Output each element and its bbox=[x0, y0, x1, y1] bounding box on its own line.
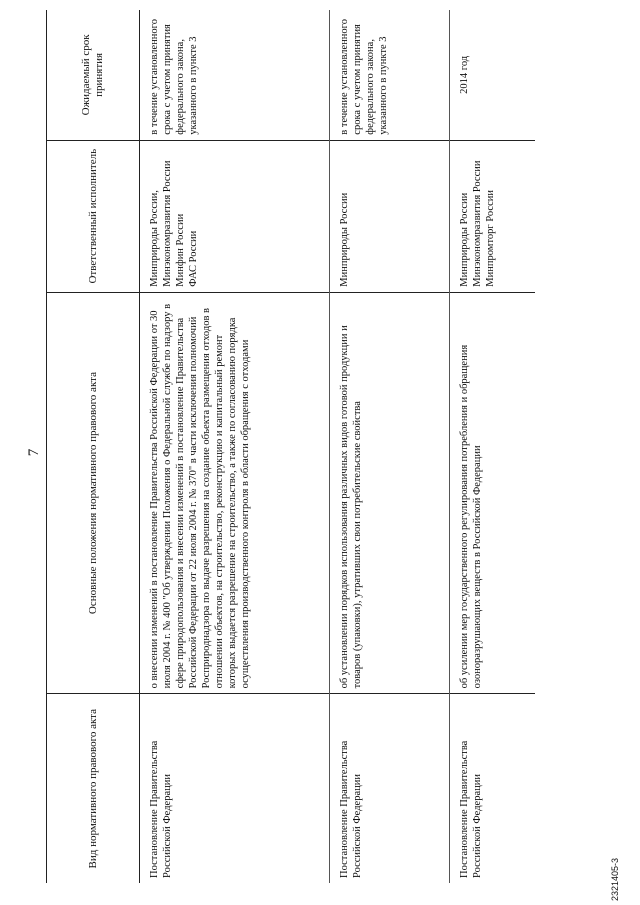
cell-deadline: в течение установленного срока с учетом принятия федерального закона, указанного в пункте 3 bbox=[330, 10, 450, 140]
cell-act-type: Постановление Правительства Российской Федерации bbox=[140, 694, 330, 883]
cell-provisions: об усилении мер государственного регулирования потребления и обращения озоноразрушающих веществ в Российской Федерации bbox=[450, 292, 536, 694]
header-provisions: Основные положения нормативного правового акта bbox=[47, 292, 140, 694]
cell-executor: Минприроды России bbox=[330, 140, 450, 292]
regulatory-acts-table bbox=[46, 10, 535, 883]
table-header-row bbox=[47, 10, 140, 883]
cell-act-type: Постановление Правительства Российской Федерации bbox=[459, 740, 483, 878]
table-row bbox=[330, 10, 450, 883]
header-deadline: Ожидаемый срок принятия bbox=[47, 10, 140, 140]
cell-executor: Минприроды России, Минэкономразвития России Минфин России ФАС России bbox=[140, 140, 330, 292]
table-row bbox=[140, 10, 330, 883]
page-number: 7 bbox=[26, 448, 42, 457]
table-row bbox=[450, 10, 536, 883]
cell-executor: Минприроды России Минэкономразвития России Минпромторг России bbox=[450, 140, 536, 292]
document-code: 2321405-3 bbox=[610, 857, 620, 901]
cell-deadline: в течение установленного срока с учетом принятия федерального закона, указанного в пункте 3 bbox=[140, 10, 330, 140]
cell-act-type: Постановление Правительства Российской Федерации bbox=[330, 694, 450, 883]
cell-deadline: 2014 год bbox=[450, 10, 536, 140]
header-executor: Ответственный исполнитель bbox=[47, 140, 140, 292]
header-act-type: Вид нормативного правового акта bbox=[47, 694, 140, 883]
cell-provisions: о внесении изменений в постановление Правительства Российской Федерации от 30 июля 2004 г. № 400 "Об утверждении Положения о Федеральной службе по надзору в сфере природопользования и внесении изменений в постановление Правительства Российской Федерации от 22 июля 2004 г. № 370" в части исключения полномочий Росприроднадзора по выдаче разрешения на создание объекта размещения отходов в отношении объектов, на строительство, реконструкцию и капитальный ремонт которых выдается разрешение на строительство, а также по согласованию порядка осуществления производственного контроля в области обращения с отходами bbox=[140, 292, 330, 694]
cell-provisions: об установлении порядков использования различных видов готовой продукции и товаров (упаковки), утративших свои потребительские свойства bbox=[330, 292, 450, 694]
